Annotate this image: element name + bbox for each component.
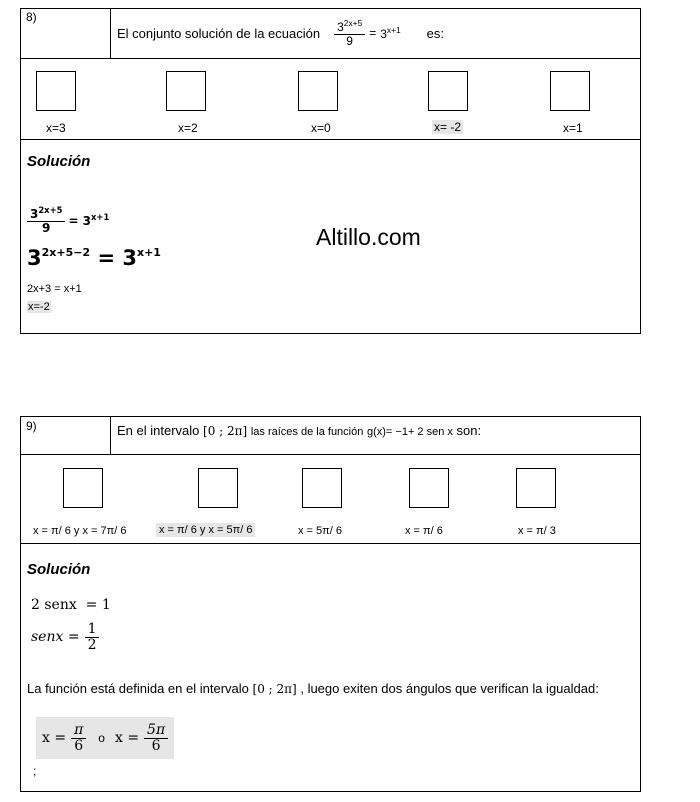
- q9-explanation-interval: [0 ; 2π]: [252, 682, 297, 696]
- q9-answer-x1: x =: [42, 730, 67, 746]
- q8-step1-fraction: [27, 206, 65, 234]
- q9-explanation-b: , luego exiten dos ángulos que verifican la igualdad:: [300, 681, 599, 696]
- q9-step2-den: 2: [87, 636, 97, 653]
- q8-option-checkbox-1[interactable]: [36, 71, 76, 111]
- q8-equation-fraction: [334, 19, 365, 47]
- q9-trailing-semicolon: ;: [33, 764, 37, 778]
- q9-solution-title: Solución: [27, 561, 91, 578]
- q9-answer-den2: 6: [151, 737, 161, 754]
- q9-answer-num2: 5π: [144, 723, 168, 739]
- q9-question-mid: las raíces de la función: [250, 426, 364, 438]
- q8-eq-den: 9: [346, 33, 353, 48]
- q9-option-checkbox-2[interactable]: [198, 468, 238, 508]
- q9-option-label-1: x = π/ 6 y x = 7π/ 6: [33, 525, 127, 537]
- q8-frame: [20, 8, 641, 334]
- q9-answer-den1: 6: [74, 737, 84, 754]
- q9-step1: 2 senx = 1: [31, 597, 111, 613]
- q9-option-checkbox-3[interactable]: [302, 468, 342, 508]
- q9-header-divider: [20, 454, 641, 455]
- q9-number-divider: [110, 416, 111, 455]
- q8-option-checkbox-5[interactable]: [550, 71, 590, 111]
- q9-option-checkbox-4[interactable]: [409, 468, 449, 508]
- q8-step1-rhs-exp: x+1: [91, 212, 110, 223]
- q8-option-label-1: x=3: [46, 121, 66, 135]
- q8-step1-base: 3: [30, 207, 39, 221]
- q9-option-checkbox-5[interactable]: [516, 468, 556, 508]
- q9-number: 9): [26, 419, 37, 433]
- q9-question-prefix: En el intervalo: [117, 423, 200, 438]
- q9-option-label-3: x = 5π/ 6: [298, 525, 342, 537]
- q8-step3: 2x+3 = x+1: [27, 283, 82, 295]
- q9-answer-num1: π: [71, 723, 86, 739]
- q8-option-checkbox-2[interactable]: [166, 71, 206, 111]
- q8-option-label-4-correct: x= -2: [434, 120, 462, 134]
- q9-step2-lhs: senx =: [31, 629, 80, 646]
- q8-eq-exp: 2x+5: [343, 18, 363, 28]
- q8-step1-rhs-base: = 3: [68, 214, 92, 229]
- q8-solution-title: Solución: [27, 153, 91, 170]
- q8-step1: [27, 206, 109, 234]
- q8-header-divider: [20, 58, 641, 59]
- q9-step2: [31, 622, 99, 652]
- q8-step2-rhs: = 3: [97, 246, 137, 270]
- q9-answer-x2: x =: [114, 730, 140, 746]
- q9-answer-fraction-1: [71, 723, 86, 753]
- q9-answer-box: [36, 717, 174, 759]
- q8-eq-base: 3: [337, 20, 344, 34]
- q8-question-prefix: El conjunto solución de la ecuación: [117, 25, 321, 41]
- q8-option-label-2: x=2: [178, 121, 198, 135]
- q8-step2: [27, 246, 161, 270]
- q9-question-suffix: son:: [456, 423, 482, 438]
- q9-answer-fraction-2: [144, 723, 168, 753]
- q9-step2-num: 1: [85, 622, 100, 638]
- q8-step2-exp: 2x+5−2: [41, 246, 91, 259]
- q9-options-divider: [20, 543, 641, 544]
- q9-question-function: g(x)= −1+ 2 sen x: [366, 426, 453, 438]
- q8-eq-equals: =: [369, 26, 377, 41]
- q8-eq-rhs-exp: x+1: [386, 25, 401, 36]
- q8-option-label-3: x=0: [311, 121, 331, 135]
- q9-option-label-5: x = π/ 3: [518, 525, 556, 537]
- q8-option-label-5: x=1: [563, 121, 583, 135]
- q9-option-label-2-correct: x = π/ 6 y x = 5π/ 6: [156, 523, 255, 537]
- q9-option-checkbox-1[interactable]: [63, 468, 103, 508]
- q9-answer-o: o: [98, 731, 105, 745]
- q8-step1-den: 9: [42, 220, 51, 235]
- q8-step1-rhs: [68, 212, 109, 228]
- q8-option-checkbox-3[interactable]: [298, 71, 338, 111]
- q8-step2-lhs: 3: [27, 246, 42, 270]
- q8-question: [117, 19, 444, 47]
- q8-number: 8): [26, 10, 37, 24]
- q8-eq-rhs-base: 3: [380, 27, 387, 42]
- q9-question-interval: [0 ; 2π]: [203, 424, 248, 438]
- q9-option-label-4: x = π/ 6: [405, 525, 443, 537]
- q8-step2-rhs-exp: x+1: [136, 246, 161, 259]
- q8-step1-exp: 2x+5: [38, 205, 63, 215]
- q8-question-suffix: es:: [426, 25, 444, 41]
- q8-step4: x=-2: [28, 301, 50, 313]
- q9-step2-fraction: [85, 622, 100, 652]
- q8-option-checkbox-4[interactable]: [428, 71, 468, 111]
- q9-explanation-a: La función está definida en el intervalo: [27, 681, 249, 696]
- q8-eq-rhs: [380, 25, 400, 41]
- q9-question: [117, 423, 481, 438]
- watermark: Altillo.com: [316, 224, 421, 250]
- q9-explanation: [27, 680, 627, 698]
- q8-number-divider: [110, 8, 111, 59]
- q8-options-divider: [20, 139, 641, 140]
